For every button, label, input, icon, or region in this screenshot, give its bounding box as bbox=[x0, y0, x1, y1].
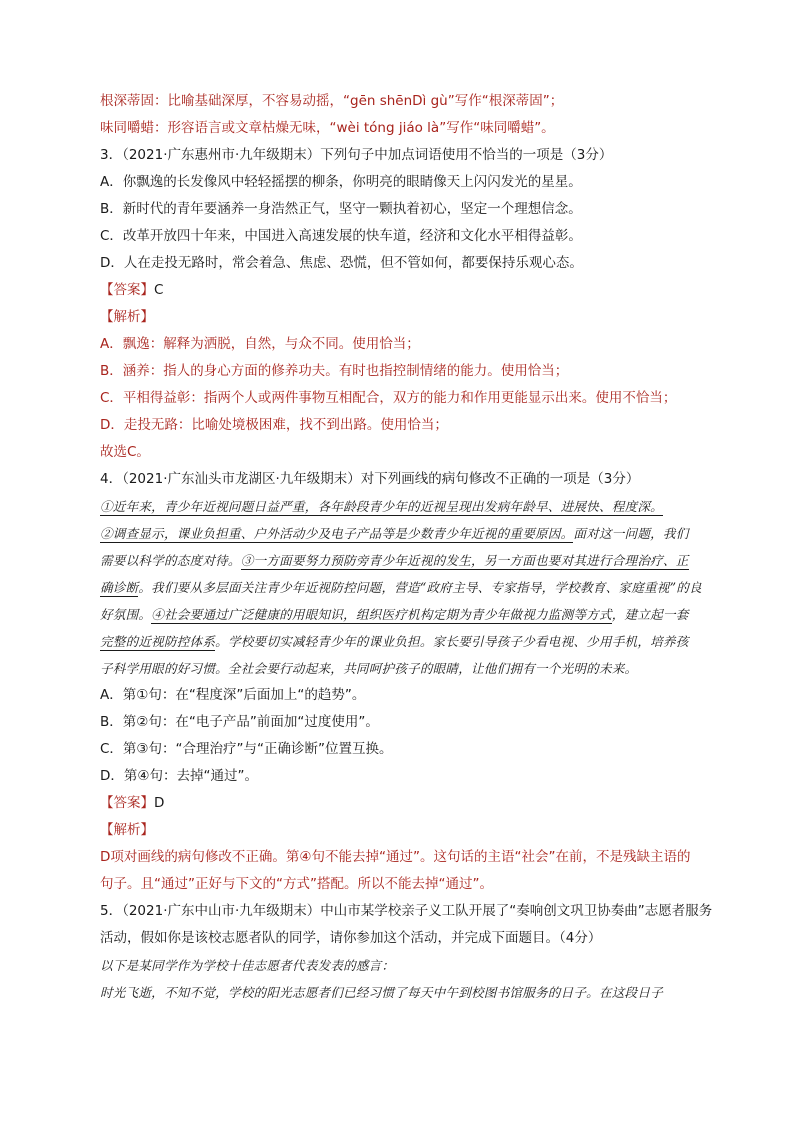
answer-line bbox=[100, 790, 714, 817]
question-5-stem-cont: 活动，假如你是该校志愿者队的同学，请你参加这个活动，并完成下面题目。（4分） bbox=[100, 930, 602, 946]
option-a: A．你飘逸的长发像风中轻轻摇摆的柳条，你明亮的眼睛像天上闪闪发光的星星。 bbox=[100, 174, 582, 190]
passage-text: 需要以科学的态度对待。 bbox=[100, 553, 241, 568]
passage-line bbox=[100, 520, 714, 547]
passage-text: 。学校要切实减轻青少年的课业负担。家长要引导孩子少看电视、少用手机，培养孩 bbox=[215, 634, 689, 649]
answer-value: D bbox=[154, 795, 165, 811]
answer-line bbox=[100, 277, 714, 304]
passage-line bbox=[100, 547, 714, 574]
passage-line bbox=[100, 628, 714, 655]
underlined-sentence-4: ④社会要通过广泛健康的用眼知识，组织医疗机构定期为青少年做视力监测等方式 bbox=[151, 607, 612, 622]
underlined-sentence-3: ③一方面要努力预防旁青少年近视的发生，另一方面也要对其进行合理治疗、正 bbox=[240, 553, 689, 568]
passage-text: 。我们要从多层面关注青少年近视防控问题，营造“政府主导、专家指导，学校教育、家庭重视”的良 bbox=[138, 580, 702, 595]
document-body bbox=[100, 88, 714, 1006]
option-a: A．第①句：在“程度深”后面加上“的趋势”。 bbox=[100, 687, 366, 703]
question-3-stem: 3．（2021·广东惠州市·九年级期末）下列句子中加点词语使用不恰当的一项是（3分） bbox=[100, 147, 613, 163]
option-b: B．第②句：在“电子产品”前面加“过度使用”。 bbox=[100, 714, 379, 730]
analysis-text: D．走投无路：比喻处境极困难，找不到出路。使用恰当； bbox=[100, 417, 448, 433]
option-c: C．第③句：“合理治疗”与“正确诊断”位置互换。 bbox=[100, 741, 393, 757]
answer-value: C bbox=[154, 282, 164, 298]
analysis-text: C．平相得益彰：指两个人或两件事物互相配合，双方的能力和作用更能显示出来。使用不恰当； bbox=[100, 390, 677, 406]
passage-text: 面对这一问题，我们 bbox=[573, 526, 689, 541]
analysis-conclusion: 故选C。 bbox=[100, 444, 150, 460]
analysis-text: B．涵养：指人的身心方面的修养功夫。有时也指控制情绪的能力。使用恰当； bbox=[100, 363, 569, 379]
question-4-passage bbox=[100, 493, 714, 682]
underlined-sentence-3-cont: 确诊断 bbox=[100, 580, 139, 595]
passage-line: 子科学用眼的好习惯。全社会要行动起来，共同呵护孩子的眼睛，让他们拥有一个光明的未来。 bbox=[100, 661, 638, 676]
option-b: B．新时代的青年要涵养一身浩然正气，坚守一颗执着初心，坚定一个理想信念。 bbox=[100, 201, 582, 217]
analysis-text: 句子。且“通过”正好与下文的“方式”搭配。所以不能去掉“通过”。 bbox=[100, 876, 493, 892]
vocab-note: 根深蒂固：比喻基础深厚，不容易动摇，“gēn shēnDì gù”写作“根深蒂固”； bbox=[100, 93, 564, 109]
passage-line bbox=[100, 601, 714, 628]
passage-line bbox=[100, 493, 714, 520]
option-c: C．改革开放四十年来，中国进入高速发展的快车道，经济和文化水平相得益彰。 bbox=[100, 228, 582, 244]
passage-line bbox=[100, 574, 714, 601]
passage-line: 时光飞逝，不知不觉，学校的阳光志愿者们已经习惯了每天中午到校图书馆服务的日子。在这段日子 bbox=[100, 985, 663, 1000]
answer-tag: 【答案】 bbox=[100, 282, 154, 298]
passage-text: ，建立起一套 bbox=[611, 607, 689, 622]
underlined-sentence-1: ①近年来，青少年近视问题日益严重，各年龄段青少年的近视呈现出发病年龄早、进展快、程度深。 bbox=[100, 499, 663, 514]
option-d: D．第④句：去掉“通过”。 bbox=[100, 768, 258, 784]
passage-text: 好氛围。 bbox=[100, 607, 152, 622]
analysis-tag: 【解析】 bbox=[100, 822, 154, 838]
question-4-stem: 4．（2021·广东汕头市龙湖区·九年级期末）对下列画线的病句修改不正确的一项是（3分） bbox=[100, 471, 640, 487]
analysis-text: D项对画线的病句修改不正确。第④句不能去掉“通过”。这句话的主语“社会”在前，不是残缺主语的 bbox=[100, 849, 691, 865]
passage-line: 以下是某同学作为学校十佳志愿者代表发表的感言： bbox=[100, 958, 395, 973]
underlined-sentence-4-cont: 完整的近视防控体系 bbox=[100, 634, 216, 649]
analysis-text: A．飘逸：解释为洒脱，自然，与众不同。使用恰当； bbox=[100, 336, 420, 352]
option-d: D．人在走投无路时，常会着急、焦虑、恐慌，但不管如何，都要保持乐观心态。 bbox=[100, 255, 583, 271]
answer-tag: 【答案】 bbox=[100, 795, 154, 811]
vocab-note: 味同嚼蜡：形容语言或文章枯燥无味，“wèi tóng jiáo là”写作“味同嚼蜡”。 bbox=[100, 120, 555, 136]
analysis-tag: 【解析】 bbox=[100, 309, 154, 325]
underlined-sentence-2: ②调查显示，课业负担重、户外活动少及电子产品等是少数青少年近视的重要原因。 bbox=[100, 526, 574, 541]
question-5-stem: 5．（2021·广东中山市·九年级期末）中山市某学校亲子义工队开展了“奏响创文巩卫协奏曲”志愿者服务 bbox=[100, 903, 713, 919]
